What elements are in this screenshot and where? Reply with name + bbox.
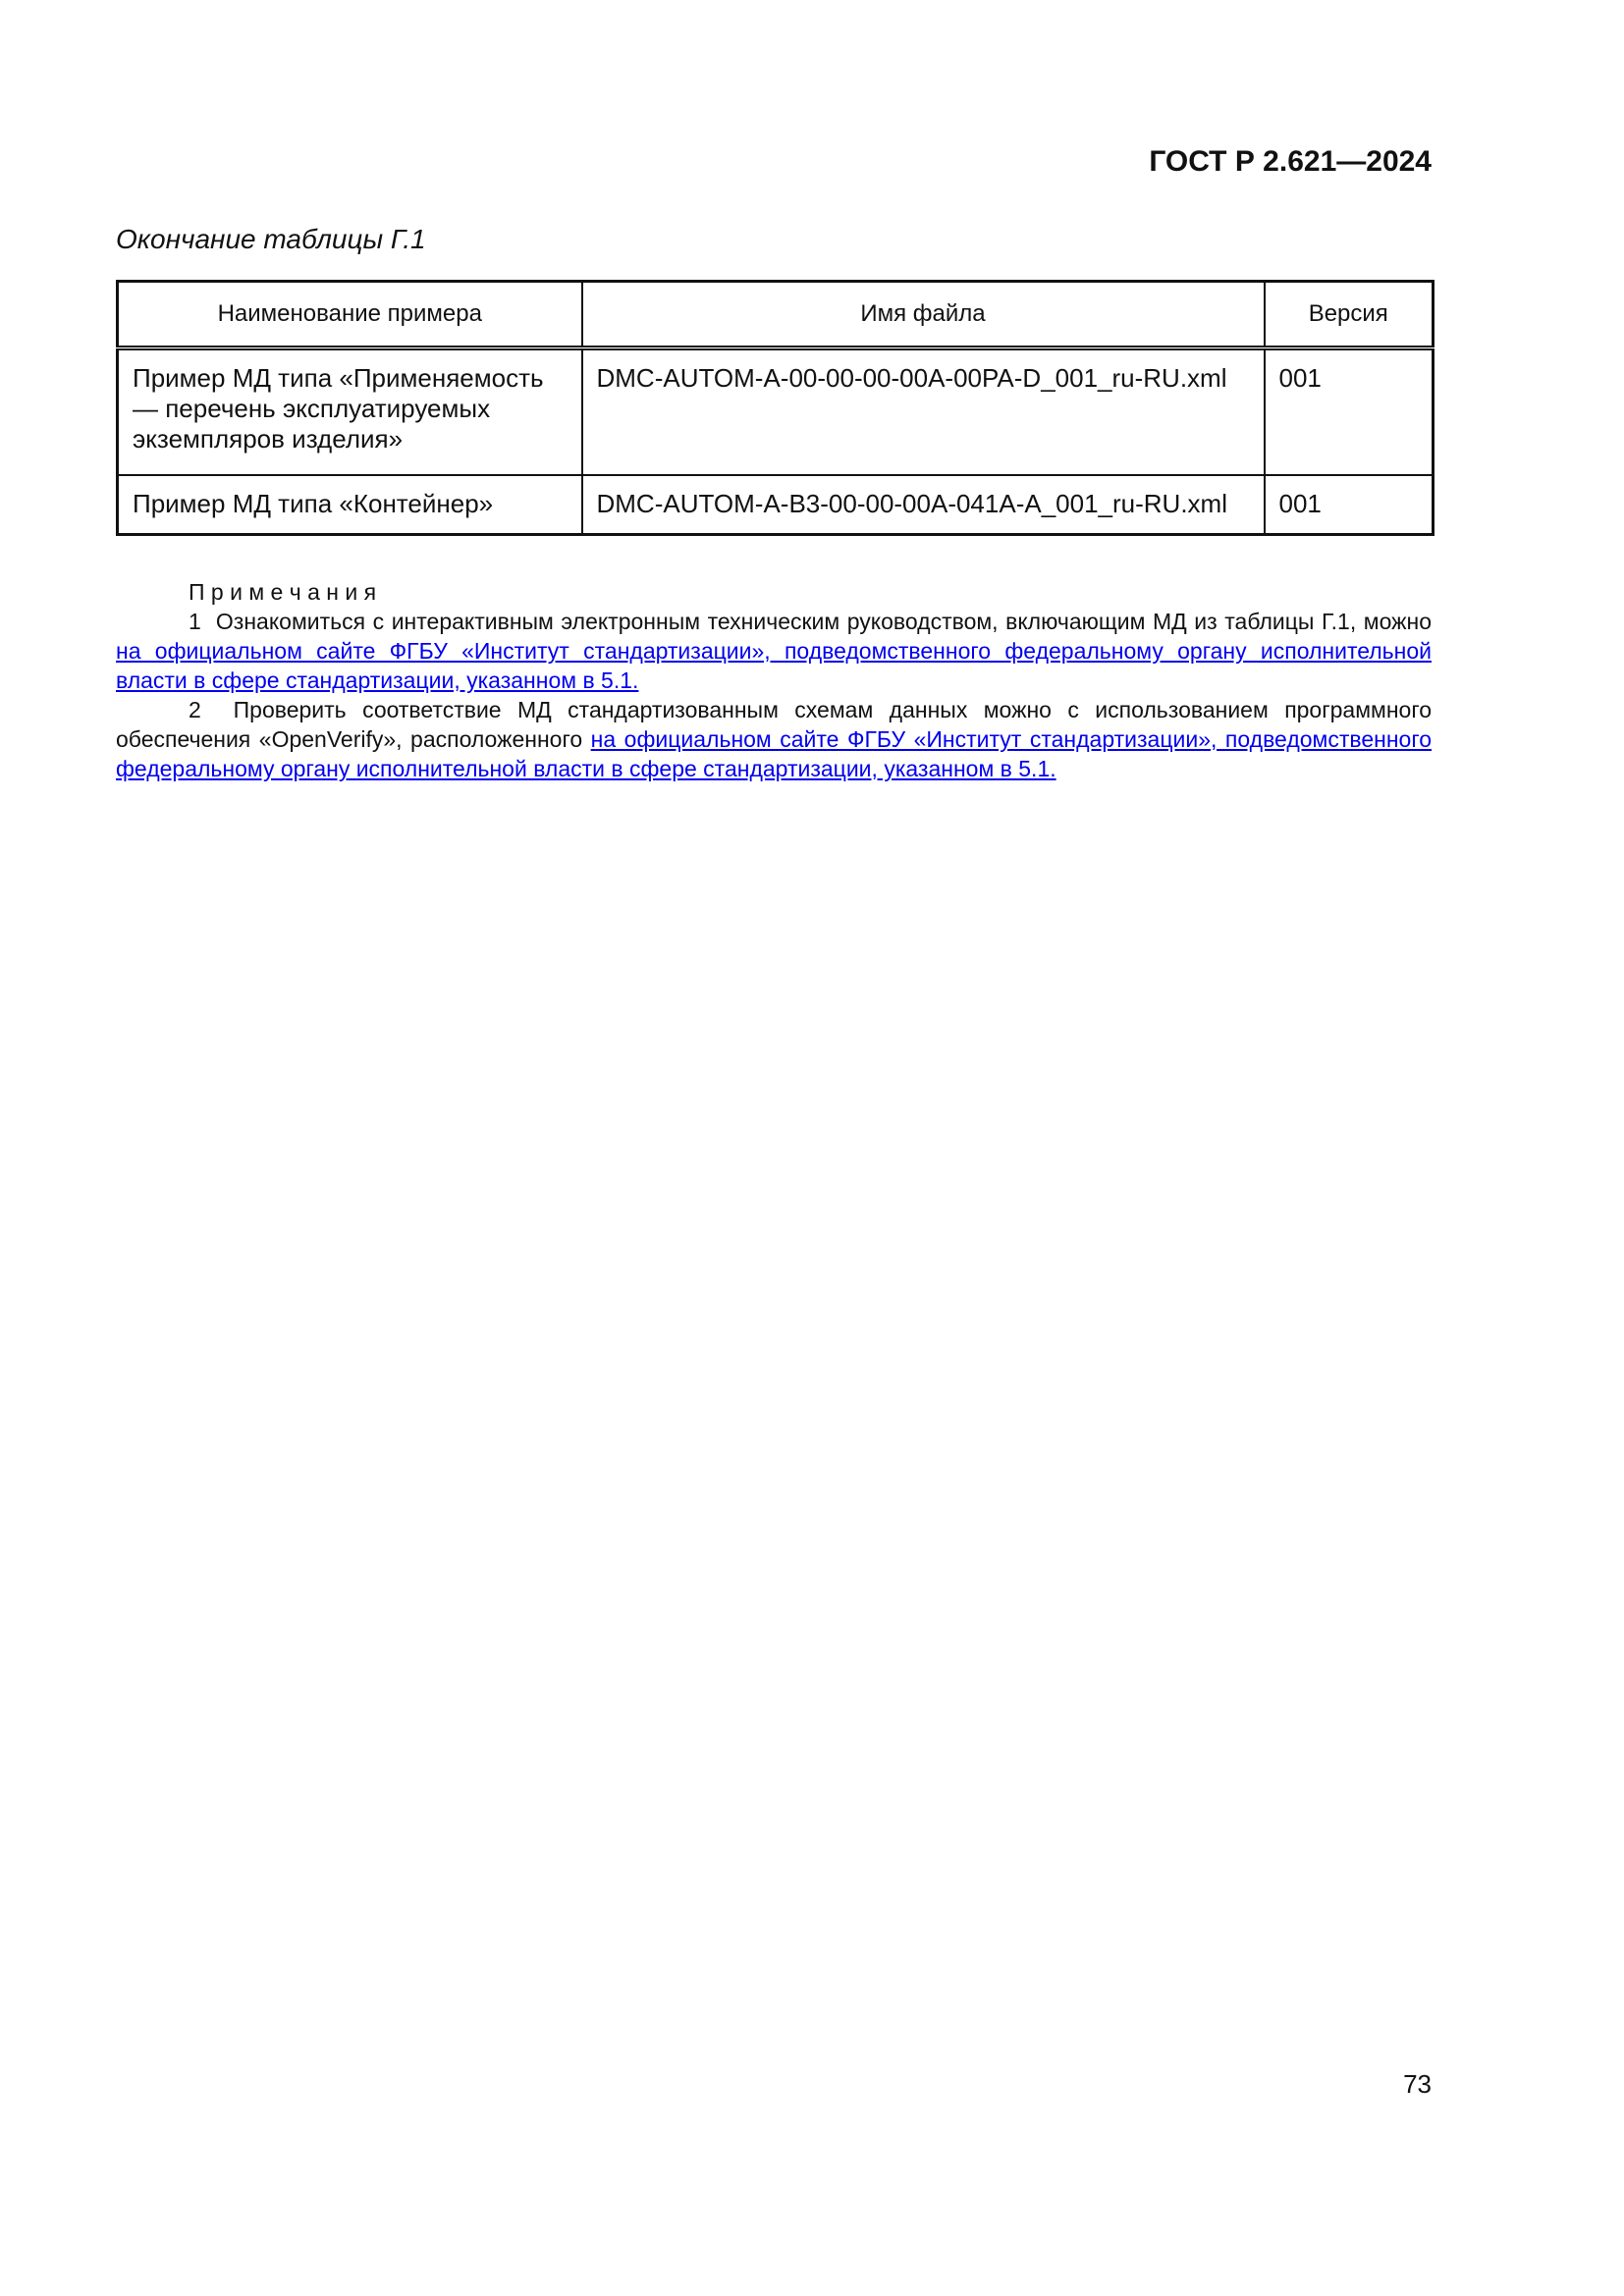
notes-section: [116, 577, 1432, 783]
cell-file-name: DMC-AUTOM-A-00-00-00-00A-00PA-D_001_ru-RU.xml: [582, 348, 1265, 476]
cell-example-name: Пример МД типа «Применяемость — перечень эксплуатируемых экземпляров изделия»: [118, 348, 582, 476]
note-link[interactable]: на официальном сайте ФГБУ «Институт стандартизации», подведомственного федеральному органу исполнительной власти в сфере стандартизации, указанном в 5.1.: [116, 638, 1432, 693]
table-row: [118, 348, 1434, 476]
cell-example-name: Пример МД типа «Контейнер»: [118, 475, 582, 535]
cell-file-name: DMC-AUTOM-A-B3-00-00-00A-041A-A_001_ru-RU.xml: [582, 475, 1265, 535]
col-header-version: Версия: [1265, 282, 1434, 348]
page-number: 73: [1403, 2069, 1432, 2099]
table-header-row: [118, 282, 1434, 348]
table-caption: Окончание таблицы Г.1: [116, 224, 426, 254]
col-header-example-name: Наименование примера: [118, 282, 582, 348]
note-text: 1 Ознакомиться с интерактивным электронным техническим руководством, включающим МД из таблицы Г.1, можно: [189, 609, 1432, 634]
examples-table: [116, 280, 1435, 536]
cell-version: 001: [1265, 348, 1434, 476]
note-link[interactable]: на официальном сайте ФГБУ «Институт стандартизации», подведомственного федеральному органу исполнительной власти в сфере стандартизации, указанном в 5.1.: [116, 726, 1432, 781]
table-row: [118, 475, 1434, 535]
notes-heading: П р и м е ч а н и я: [189, 579, 377, 605]
note-paragraph: [116, 607, 1432, 695]
col-header-file-name: Имя файла: [582, 282, 1265, 348]
doc-header-title: ГОСТ Р 2.621—2024: [1149, 145, 1432, 178]
cell-version: 001: [1265, 475, 1434, 535]
note-paragraph: [116, 695, 1432, 783]
note-text: 2 Проверить соответствие МД стандартизованным схемам данных можно с использованием программного обеспечения «OpenVerify», расположенного: [116, 697, 1432, 752]
